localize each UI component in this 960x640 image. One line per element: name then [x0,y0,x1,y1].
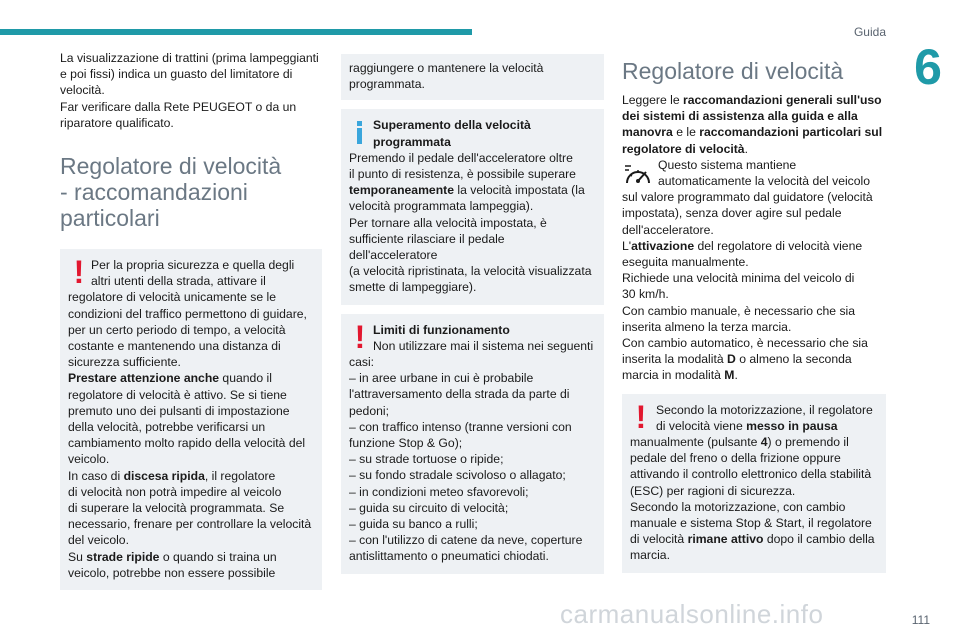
info-box [341,109,604,304]
text-line: antislittamento o pneumatici chiodati. [349,549,549,564]
text-line: Richiede una velocità minima del veicolo di [622,271,855,286]
text-span: quando il [219,371,272,386]
section-heading [60,153,322,231]
text-span: di velocità [630,532,688,547]
text-line: velocità. [60,83,105,98]
list-item: – in condizioni meteo sfavorevoli; [349,484,529,499]
bold-text: D [727,352,736,367]
text-line [68,370,314,386]
info-title: Superamento della velocità [373,118,531,133]
text-line [630,531,878,547]
text-line [622,108,886,124]
text-span: , il regolatore [204,468,276,483]
info-title: programmata [373,134,451,149]
bold-text: discesa ripida [123,468,205,483]
warning-icon: ! [635,398,647,435]
text-line: Con cambio manuale, è necessario che sia [622,303,856,318]
text-span: del regolatore di velocità viene [694,238,863,253]
bold-text: dei sistemi di assistenza alla guida e alla [622,109,858,124]
text-span: e le [672,125,700,140]
limits-warning-box [341,314,604,574]
text-line [630,434,878,450]
text-span: . [744,141,748,156]
text-line: altri utenti della strada, attivare il [91,274,266,289]
text-line: inserita almeno la terza marcia. [622,319,792,334]
text-line: sicurezza sufficiente. [68,355,181,370]
heading-line: - raccomandazioni [60,179,248,206]
bold-text: attivazione [631,238,695,253]
list-item: – su fondo stradale scivoloso o allagato; [349,468,566,483]
text-span: marcia in modalità [622,368,725,383]
text-span: . [734,368,738,383]
limits-title: Limiti di funzionamento [373,322,510,337]
text-span: manualmente (pulsante [630,435,761,450]
text-line: manuale e sistema Stop & Start, il regolatore [630,516,872,531]
text-line: di velocità non potrà impedire al veicolo [68,484,282,499]
text-line: di superare la velocità programmata. Se [68,501,285,516]
text-span: la velocità impostata (la [453,183,585,198]
bold-text: strade ripide [86,549,160,564]
text-line: sul valore programmato dal guidatore (velocità [622,190,873,205]
section-title: Guida [853,25,886,39]
text-line: Far verificare dalla Rete PEUGEOT o da un [60,99,297,114]
text-line: Questo sistema mantiene [658,157,797,172]
pause-warning-box [622,394,886,573]
text-line [630,418,878,434]
chapter-number: 6 [914,39,942,95]
list-item: – su strade tortuose o ripide; [349,452,504,467]
text-line: cambiamento molto rapido della velocità del [68,436,306,451]
list-item: – in aree urbane in cui è probabile [349,371,534,386]
text-line: Per tornare alla velocità impostata, è [349,215,547,230]
section-heading: Regolatore di velocità [622,58,844,84]
text-line: dell'acceleratore. [622,222,714,237]
warning-continuation-box [341,54,604,100]
text-line: e poi fissi) indica un guasto del limitatore di [60,67,293,82]
text-line: velocità programmata lampeggia). [349,199,534,214]
text-span: Leggere le [622,93,683,107]
warning-icon: ! [354,318,366,355]
text-line [68,468,314,484]
text-line: il punto di resistenza, è possibile superare [349,167,576,182]
warning-box [60,249,322,590]
text-line [622,367,886,383]
text-line: costante e mantenendo una distanza di [68,339,281,354]
text-line: (a velocità ripristinata, la velocità visualizzata [349,264,592,279]
text-line: regolatore di velocità unicamente se le [68,290,276,305]
text-line: sufficiente rilasciare il pedale dell'acceleratore [349,231,505,263]
text-line: per un certo periodo di tempo, a velocità [68,322,286,337]
text-line: Per la propria sicurezza e quella degli [91,258,295,273]
text-line [622,238,886,254]
text-span: di velocità viene [656,418,747,433]
text-line: Con cambio automatico, è necessario che sia [622,336,868,351]
list-item: – con l'utilizzo di catene da neve, coperture [349,533,583,548]
text-line: casi: [349,355,375,370]
bold-text: messo in pausa [746,418,838,433]
text-line [622,124,886,140]
bold-text: regolatore di velocità [622,141,745,156]
cruise-control-icon [622,161,654,193]
watermark: carmanualsonline.info [560,599,824,629]
text-line: Secondo la motorizzazione, con cambio [630,499,846,514]
info-icon [353,118,367,146]
text-line: l'attraversamento della strada da parte di [349,387,570,402]
bold-text: rimane attivo [687,532,764,547]
bold-text: 4 [760,435,768,450]
cruise-control-row [622,157,886,189]
text-line: automaticamente la velocità del veicolo [658,174,871,189]
text-line: necessario, frenare per controllare la velocità [68,517,312,532]
heading-line: particolari [60,205,160,232]
text-span: In caso di [68,468,124,483]
text-line: Non utilizzare mai il sistema nei seguenti [373,338,594,353]
text-span: dopo il cambio della [763,532,875,547]
text-span: inserita la modalità [622,352,727,367]
bold-text: temporaneamente [349,183,454,198]
bold-text: manovra [622,125,673,140]
text-line: attivando il controllo elettronico della stabilità [630,467,872,482]
text-line: Secondo la motorizzazione, il regolatore [656,402,873,417]
list-item: – guida su circuito di velocità; [349,500,509,515]
heading-line: Regolatore di velocità [60,153,282,180]
text-line: premuto uno dei pulsanti di impostazione [68,403,290,418]
text-span: Su [68,549,87,564]
text-line: raggiungere o mantenere la velocità [349,61,544,75]
text-line: 30 km/h. [622,287,669,302]
text-line: Premendo il pedale dell'acceleratore oltre [349,150,573,165]
text-line [349,182,596,198]
bold-text: raccomandazioni particolari sul [699,125,883,140]
text-line: pedoni; [349,403,389,418]
text-line: La visualizzazione di trattini (prima lampeggianti [60,51,319,65]
text-line [622,351,886,367]
bold-text: raccomandazioni generali sull'uso [683,93,882,107]
warning-icon: ! [73,254,85,291]
list-item: – con traffico intenso (tranne versioni con [349,419,572,434]
list-item: – guida su banco a rulli; [349,517,478,532]
text-span: o quando si traina un [159,549,277,564]
text-line: veicolo, potrebbe non essere possibile [68,565,276,580]
column-2 [341,54,604,574]
text-line: veicolo. [68,452,110,467]
text-line: regolatore di velocità è attivo. Se si tiene [68,387,287,402]
text-line: programmata. [349,77,425,92]
bold-text: Prestare attenzione anche [68,371,220,386]
text-span: o almeno la seconda [735,352,852,367]
text-line: marcia. [630,548,670,563]
text-span: ) o premendo il [767,435,849,450]
text-line: impostata), senza dover agire sul pedale [622,206,842,221]
intro-text [60,50,322,131]
text-line: funzione Stop & Go); [349,436,463,451]
text-line: riparatore qualificato. [60,115,174,130]
text-line: condizioni del traffico permettono di guidare, [68,306,307,321]
column-3 [622,54,886,573]
text-line [622,141,886,157]
text-line [622,92,886,108]
text-span: L' [622,238,632,253]
text-line: della velocità, potrebbe verificarsi un [68,420,266,435]
bold-text: M [724,368,735,383]
text-line [68,549,314,565]
page-number: 111 [911,613,930,627]
header-accent-bar [0,29,472,35]
text-line: pedale del freno o della frizione oppure [630,451,841,466]
text-line: (ESC) per ragioni di sicurezza. [630,483,796,498]
text-line: eseguita manualmente. [622,255,749,270]
text-line: del veicolo. [68,533,129,548]
text-line: smette di lampeggiare). [349,280,477,295]
column-1 [60,50,322,590]
